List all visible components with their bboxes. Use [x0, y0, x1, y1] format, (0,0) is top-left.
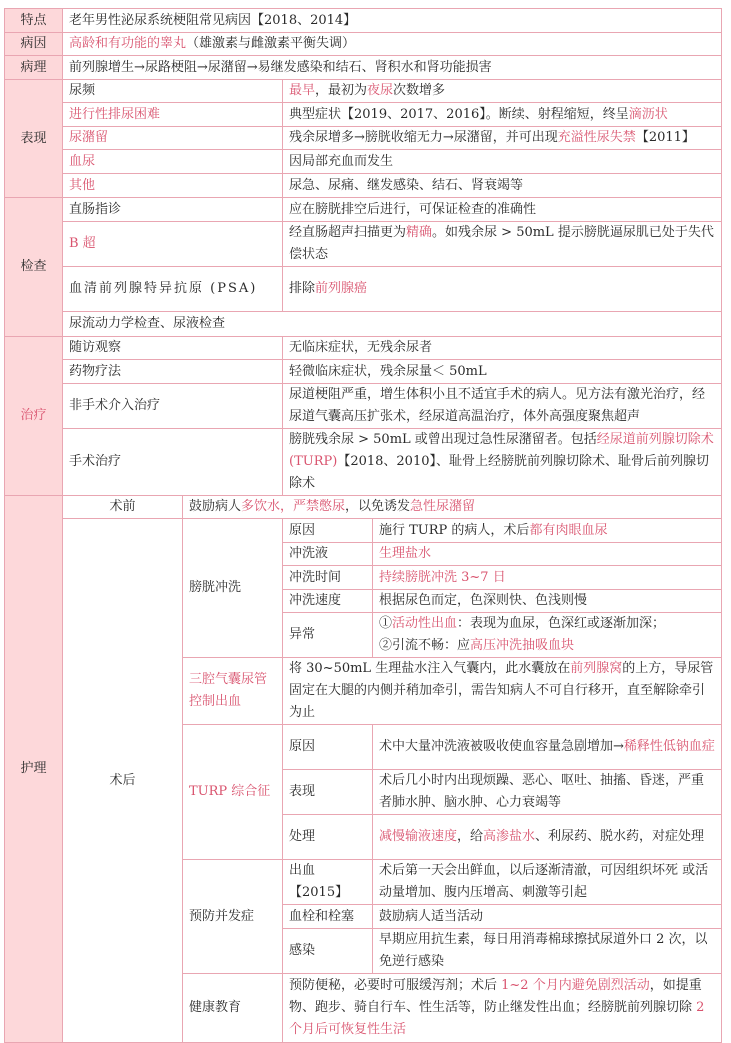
manifest-row	[5, 174, 722, 198]
exam-row	[5, 198, 722, 222]
irrigation-name: 膀胱冲洗	[183, 519, 283, 658]
hl: 前列腺窝	[570, 661, 623, 676]
irrigation-sub: 原因	[283, 519, 373, 543]
hl: 高压冲洗抽吸血块	[470, 638, 575, 653]
irrigation-sub: 冲洗时间	[283, 566, 373, 590]
manifest-name: 尿频	[63, 80, 283, 103]
exam-row-full	[5, 312, 722, 337]
irrigation-desc	[373, 613, 722, 658]
t: 排除	[289, 281, 316, 296]
treatment-name: 随访观察	[63, 337, 283, 360]
t: ，以免诱发	[345, 499, 411, 514]
manifest-desc: 因局部充血而发生	[283, 150, 722, 174]
education-name: 健康教育	[183, 974, 283, 1043]
label-treatment: 治疗	[5, 337, 63, 496]
treatment-row	[5, 384, 722, 429]
t: 将 30~50mL 生理盐水注入气囊内，此水囊放在	[289, 661, 571, 676]
t: ①	[379, 616, 393, 631]
hl: 2 个月后可恢复性生活	[289, 1000, 705, 1037]
education-desc	[283, 974, 722, 1043]
label-manifest: 表现	[5, 80, 63, 198]
t: ②引流不畅：应	[379, 638, 471, 653]
catheter-desc	[283, 658, 722, 725]
label-cause: 病因	[5, 33, 63, 56]
treatment-row	[5, 429, 722, 496]
t: ，给	[457, 829, 484, 844]
treatment-name: 药物疗法	[63, 360, 283, 384]
t: 膀胱残余尿 > 50mL 或曾出现过急性尿潴留者。包括	[289, 432, 597, 447]
catheter-name: 三腔气囊尿管控制出血	[183, 658, 283, 725]
hl: 1~2 个月内避免剧烈活动	[501, 978, 650, 993]
features-text: 老年男性泌尿系统梗阻常见病因【2018、2014】	[63, 9, 722, 33]
manifest-desc	[283, 80, 722, 103]
exam-desc	[283, 267, 722, 312]
hl: 前列腺癌	[315, 281, 368, 296]
turp-desc	[373, 815, 722, 860]
treatment-row	[5, 337, 722, 360]
exam-row	[5, 222, 722, 267]
irrigation-desc: 生理盐水	[373, 543, 722, 566]
treatment-desc: 尿道梗阻严重，增生体积小且不适宜手术的病人。见方法有激光治疗，经尿道气囊高压扩张术，经尿道高温治疗，体外高强度聚焦超声	[283, 384, 722, 429]
exam-full: 尿流动力学检查、尿液检查	[63, 312, 722, 337]
prevention-sub: 出血【2015】	[283, 860, 373, 905]
cause-note: （雄激素与雌激素平衡失调）	[186, 36, 356, 51]
manifest-name: 其他	[63, 174, 283, 198]
t: 的上方，导尿管固定在大腿的内侧并稍加牵引，需告知病人不可自行移开，直至解除牵引为止	[289, 661, 714, 720]
manifest-desc	[283, 103, 722, 127]
manifest-desc: 尿急、尿痛、继发感染、结石、肾衰竭等	[283, 174, 722, 198]
turp-name: TURP 综合征	[183, 725, 283, 860]
treatment-desc	[283, 429, 722, 496]
irrigation-desc	[373, 519, 722, 543]
cause-text	[63, 33, 722, 56]
hl: 最早	[289, 83, 316, 98]
manifest-row	[5, 127, 722, 150]
treatment-desc: 轻微临床症状，残余尿量＜ 50mL	[283, 360, 722, 384]
exam-desc: 应在膀胱排空后进行，可保证检查的准确性	[283, 198, 722, 222]
treatment-name: 手术治疗	[63, 429, 283, 496]
irrigation-desc: 持续膀胱冲洗 3~7 日	[373, 566, 722, 590]
postop-name: 术后	[63, 519, 183, 1043]
t: 术中大量冲洗液被吸收使血容量急剧增加→	[379, 739, 624, 754]
exam-name: B 超	[63, 222, 283, 267]
t: 典型症状【2019、2017、2016】。断续、射程缩短，终呈	[289, 106, 629, 122]
exam-row	[5, 267, 722, 312]
exam-desc	[283, 222, 722, 267]
prevention-desc: 术后第一天会出鲜血，以后逐渐清澈，可因组织坏死 或活动量增加、腹内压增高、刺激等引起	[373, 860, 722, 905]
manifest-name: 进行性排尿困难	[63, 103, 283, 127]
t: 预防便秘，必要时可服缓泻剂；术后	[289, 978, 502, 993]
treatment-desc: 无临床症状，无残余尿者	[283, 337, 722, 360]
irrigation-desc: 根据尿色而定，色深则快、色浅则慢	[373, 590, 722, 613]
hl: 活动性出血	[392, 616, 458, 631]
manifest-name: 血尿	[63, 150, 283, 174]
hl: 高渗盐水	[483, 829, 536, 844]
t: ：表现为血尿，色深红或逐渐加深；	[457, 616, 666, 631]
t: ，最初为	[315, 83, 368, 98]
manifest-row	[5, 150, 722, 174]
irrigation-row	[5, 519, 722, 543]
label-features: 特点	[5, 9, 63, 33]
t: 【2018、2010】、耻骨上经膀胱前列腺切除术、耻骨后前列腺切除术	[289, 454, 709, 491]
hl: 充溢性尿失禁	[557, 130, 636, 145]
prevention-desc: 早期应用抗生素，每日用消毒棉球擦拭尿道外口 2 次，以免逆行感染	[373, 929, 722, 974]
t: 。如残余尿 > 50mL 提示膀胱逼尿肌已处于失代偿状态	[289, 225, 714, 262]
label-pathology: 病理	[5, 56, 63, 80]
t: 【2011】	[635, 130, 695, 145]
row-cause	[5, 33, 722, 56]
cause-highlight: 高龄和有功能的睾丸	[69, 36, 187, 51]
label-exam: 检查	[5, 198, 63, 337]
t: 经直肠超声扫描更为	[289, 225, 407, 240]
t: 、利尿药、脱水药，对症处理	[535, 829, 705, 844]
t: 次数增多	[393, 83, 446, 98]
manifest-row	[5, 103, 722, 127]
preop-desc	[183, 496, 722, 519]
treatment-row	[5, 360, 722, 384]
hl: 减慢输液速度	[379, 829, 458, 844]
abnormal-line-2	[379, 635, 715, 657]
turp-sub: 表现	[283, 770, 373, 815]
turp-sub: 原因	[283, 725, 373, 770]
preop-name: 术前	[63, 496, 183, 519]
prevention-sub: 血栓和栓塞	[283, 905, 373, 929]
manifest-row	[5, 80, 722, 103]
treatment-name: 非手术介入治疗	[63, 384, 283, 429]
t: 施行 TURP 的病人，术后	[379, 522, 530, 538]
prevention-name: 预防并发症	[183, 860, 283, 974]
irrigation-sub: 冲洗速度	[283, 590, 373, 613]
nursing-preop-row	[5, 496, 722, 519]
irrigation-sub: 冲洗液	[283, 543, 373, 566]
hl: 滴沥状	[628, 106, 668, 122]
hl: 精确	[406, 225, 433, 240]
prevention-desc: 鼓励病人适当活动	[373, 905, 722, 929]
hl: 都有肉眼血尿	[529, 522, 608, 538]
t: 鼓励病人	[189, 499, 242, 514]
row-pathology	[5, 56, 722, 80]
turp-desc	[373, 725, 722, 770]
manifest-desc	[283, 127, 722, 150]
label-nursing: 护理	[5, 496, 63, 1043]
t: ，如提重物、跑步、骑自行车、性生活等，防止继发性出血；经膀胱前列腺切除	[289, 978, 702, 1015]
irrigation-sub: 异常	[283, 613, 373, 658]
row-features	[5, 9, 722, 33]
exam-name: 直肠指诊	[63, 198, 283, 222]
hl: 多饮水，严禁憋尿	[241, 499, 346, 514]
pathology-text: 前列腺增生→尿路梗阻→尿潴留→易继发感染和结石、肾积水和肾功能损害	[63, 56, 722, 80]
hl: 夜尿	[367, 83, 394, 98]
abnormal-line-1	[379, 613, 715, 635]
hl: 急性尿潴留	[410, 499, 476, 514]
turp-sub: 处理	[283, 815, 373, 860]
hl: 稀释性低钠血症	[623, 739, 715, 754]
turp-desc: 术后几小时内出现烦躁、恶心、呕吐、抽搐、昏迷，严重者肺水肿、脑水肿、心力衰竭等	[373, 770, 722, 815]
t: 残余尿增多→膀胱收缩无力→尿潴留，并可出现	[289, 130, 558, 145]
bph-summary-table	[4, 8, 722, 1043]
exam-name: 血清前列腺特异抗原 (PSA)	[63, 267, 283, 312]
hl: 经尿道前列腺切除术 (TURP)	[289, 432, 714, 469]
prevention-sub: 感染	[283, 929, 373, 974]
manifest-name: 尿潴留	[63, 127, 283, 150]
